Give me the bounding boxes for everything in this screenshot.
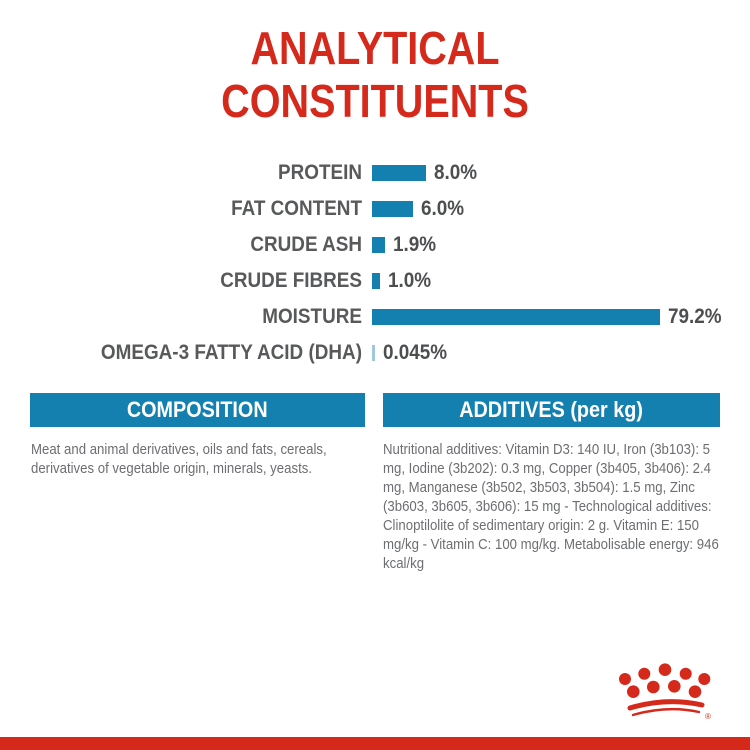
page-title — [53, 22, 698, 128]
page-title-line2: CONSTITUENTS — [221, 75, 529, 127]
composition-header-label: COMPOSITION — [127, 397, 268, 422]
page-title-line1: ANALYTICAL — [250, 22, 500, 74]
additives-header — [383, 393, 720, 427]
bottom-red-bar — [0, 737, 750, 750]
royal-canin-crown-logo — [615, 645, 740, 740]
chart-category-label: OMEGA-3 FATTY ACID (DHA) — [100, 341, 362, 364]
chart-row — [0, 227, 750, 263]
chart-bar — [372, 345, 375, 361]
additives-header-label: ADDITIVES (per kg) — [459, 397, 644, 422]
chart-category-label: PROTEIN — [277, 161, 362, 184]
chart-bar — [372, 273, 380, 289]
chart-value-label: 1.0% — [388, 269, 432, 292]
chart-row — [0, 263, 750, 299]
chart-row — [0, 335, 750, 371]
chart-category-label: FAT CONTENT — [231, 197, 362, 220]
chart-value-label: 8.0% — [434, 161, 478, 184]
analytical-constituents-chart — [0, 155, 750, 371]
chart-bar — [372, 237, 385, 253]
chart-value-label: 6.0% — [421, 197, 465, 220]
chart-category-label: CRUDE FIBRES — [220, 269, 362, 292]
chart-value-label: 1.9% — [393, 233, 437, 256]
registered-mark: ® — [705, 712, 711, 721]
chart-value-label: 79.2% — [668, 305, 722, 328]
chart-row — [0, 191, 750, 227]
chart-row — [0, 299, 750, 335]
chart-bar — [372, 165, 426, 181]
additives-text: Nutritional additives: Vitamin D3: 140 IU, Iron (3b103): 5 mg, Iodine (3b202): 0.3 mg, Copper (3b405, 3b406): 2.4 mg, Manganese (3b502, 3b503, 3b504): 1.5 mg, Zinc (3b603, 3b605, 3b606): 15 mg - Technological additives: Clinoptilolite of sedimentary origin: 2 g. Vitamin E: 150 mg/kg - Vitamin C: 100 mg/kg. Metabolisable energy: 946 kcal/kg — [383, 441, 719, 572]
chart-category-label: MOISTURE — [262, 305, 362, 328]
chart-value-label: 0.045% — [383, 341, 448, 364]
chart-bar — [372, 309, 660, 325]
crown-band — [630, 702, 702, 715]
composition-text: Meat and animal derivatives, oils and fats, cereals, derivatives of vegetable origin, minerals, yeasts. — [31, 441, 327, 477]
crown-dots — [619, 663, 710, 698]
chart-bar — [372, 201, 413, 217]
chart-row — [0, 155, 750, 191]
composition-header — [30, 393, 365, 427]
chart-category-label: CRUDE ASH — [250, 233, 362, 256]
